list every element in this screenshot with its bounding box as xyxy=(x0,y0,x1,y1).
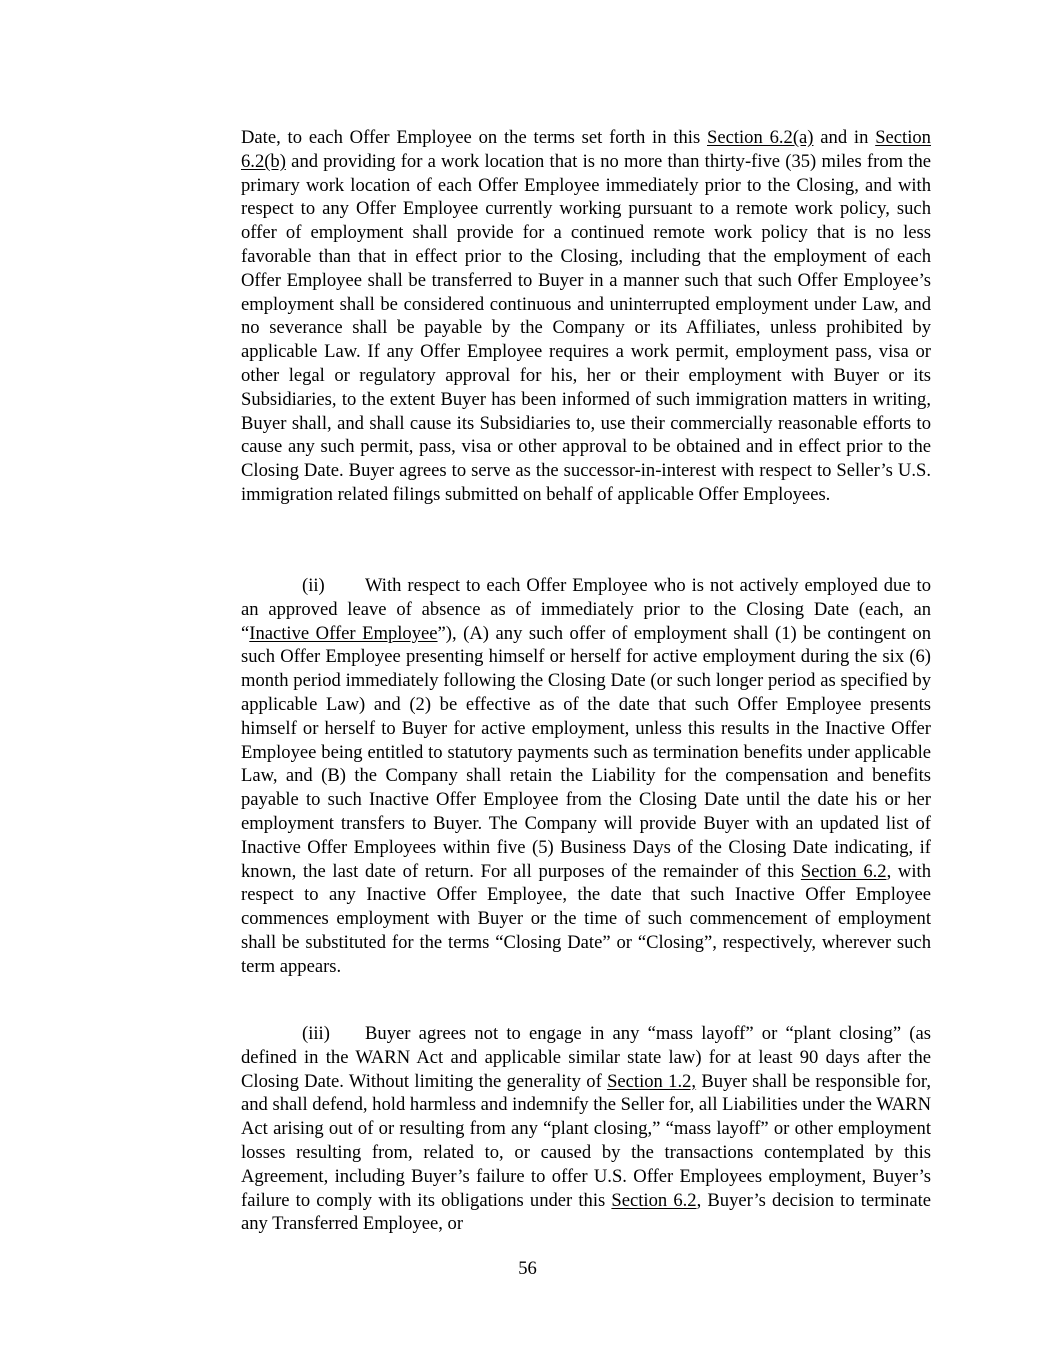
paragraph-text: (iii) Buyer agrees not to engage in any “mass layoff” or “plant closing” (as defined in the WARN Act and applicable similar state law) for at least 90 days after the Closing Date. Without limiting the generality of Section 1.2, Buyer shall be responsible for, and shall defend, hold harmless and indemnify the Seller for, all Liabilities under the WARN Act arising out of or resulting from any “plant closing,” “mass layoff” or other employment losses resulting from, related to, or caused by the transactions contemplated by this Agreement, including Buyer’s failure to offer U.S. Offer Employees employment, Buyer’s failure to comply with its obligations under this Section 6.2, Buyer’s decision to terminate any Transferred Employee, or xyxy=(241,1023,932,1235)
clause-marker: (ii) xyxy=(302,575,325,596)
paragraph-warn-act xyxy=(241,1022,931,1236)
section-reference: Section 6.2 xyxy=(611,1189,697,1211)
paragraph-offer-terms xyxy=(241,126,931,507)
section-reference: Section 1.2, xyxy=(607,1070,697,1092)
paragraph-text: Date, to each Offer Employee on the terms set forth in this Section 6.2(a) and in Section 6.2(b) and providing for a work location that is no more than thirty-five (35) miles from the primary work location of each Offer Employee immediately prior to the Closing, and with respect to any Offer Employee currently working pursuant to a remote work policy, such offer of employment shall provide for a continued remote work policy that is no less favorable than that in effect prior to the Closing, including that the employment of each Offer Employee shall be transferred to Buyer in a manner such that such Offer Employee’s employment shall be considered continuous and uninterrupted employment under Law, and no severance shall be payable by the Company or its Affiliates, unless prohibited by applicable Law. If any Offer Employee requires a work permit, employment pass, visa or other legal or regulatory approval for his, her or their employment with Buyer or its Subsidiaries, to the extent Buyer has been informed of such immigration matters in writing, Buyer shall, and shall cause its Subsidiaries to, use their commercially reasonable efforts to cause any such permit, pass, visa or other approval to be obtained and in effect prior to the Closing Date. Buyer agrees to serve as the successor-in-interest with respect to Seller’s U.S. immigration related filings submitted on behalf of applicable Offer Employees. xyxy=(241,127,931,505)
paragraph-text: (ii) With respect to each Offer Employee who is not actively employed due to an approved leave of absence as of immediately prior to the Closing Date (each, an “Inactive Offer Employee”), (A) any such offer of employment shall (1) be contingent on such Offer Employee presenting himself or herself for active employment during the six (6) month period immediately following the Closing Date (or such longer period as specified by applicable Law) and (2) be effective as of the date that such Offer Employee presents himself or herself to Buyer for active employment, unless this results in the Inactive Offer Employee being entitled to statutory payments such as termination benefits under applicable Law, and (B) the Company shall retain the Liability for the compensation and benefits payable to such Inactive Offer Employee from the Closing Date until the date his or her employment transfers to Buyer. The Company will provide Buyer with an updated list of Inactive Offer Employees within five (5) Business Days of the Closing Date indicating, if known, the last date of return. For all purposes of the remainder of this Section 6.2, with respect to any Inactive Offer Employee, the date that such Inactive Offer Employee commences employment with Buyer or the time of such commencement of employment shall be substituted for the terms “Closing Date” or “Closing”, respectively, wherever such term appears. xyxy=(241,575,931,977)
page-number: 56 xyxy=(518,1258,537,1279)
section-reference: Section 6.2(b) xyxy=(241,127,931,172)
section-reference: Section 6.2 xyxy=(800,860,887,882)
section-reference: Section 6.2(a) xyxy=(707,127,814,148)
clause-marker: (iii) xyxy=(302,1023,330,1044)
defined-term: Inactive Offer Employee xyxy=(249,622,438,644)
paragraph-inactive-offer-employee xyxy=(241,574,931,979)
